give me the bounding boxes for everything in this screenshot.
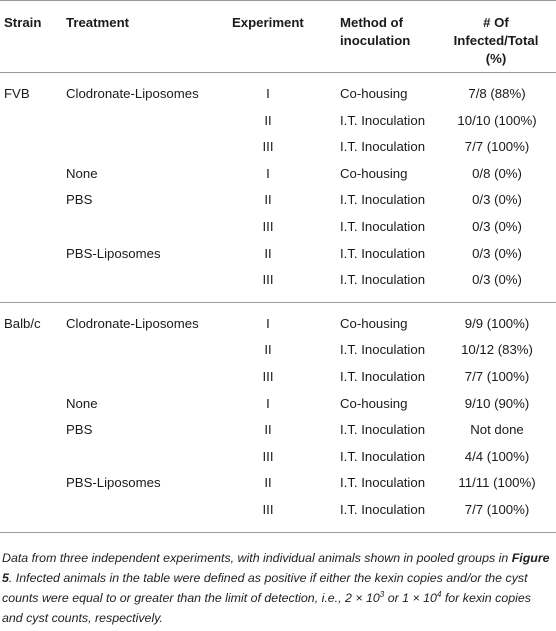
- cell-experiment: III: [262, 218, 274, 234]
- cell-strain: Balb/c: [4, 315, 41, 331]
- cell-experiment: II: [264, 192, 272, 208]
- cell-experiment: III: [262, 139, 274, 155]
- cell-method: Co-housing: [340, 165, 408, 181]
- cell-strain: [0, 497, 62, 532]
- table-row: [0, 187, 556, 214]
- cell-method: Co-housing: [340, 395, 408, 411]
- cell-infected-total: 0/3 (0%): [472, 192, 522, 208]
- cell-infected-total: 7/7 (100%): [464, 139, 530, 155]
- cell-infected-total: 0/8 (0%): [472, 165, 522, 181]
- cell-experiment: I: [266, 86, 270, 101]
- cell-method: I.T. Inoculation: [336, 267, 440, 302]
- table-header: [0, 1, 556, 73]
- cell-treatment: [62, 364, 230, 391]
- header-method: Method of inoculation: [336, 1, 440, 73]
- cell-method: I.T. Inoculation: [340, 448, 426, 464]
- cell-strain: [0, 161, 62, 188]
- cell-experiment: II: [264, 422, 272, 438]
- cell-strain: [0, 267, 62, 302]
- cell-experiment: II: [264, 475, 272, 491]
- cell-strain: [0, 417, 62, 444]
- cell-infected-total: 9/9 (100%): [464, 315, 530, 331]
- cell-strain: [0, 470, 62, 497]
- cell-experiment: II: [264, 112, 272, 128]
- table-row: [0, 302, 556, 337]
- cell-method: I.T. Inoculation: [340, 192, 426, 208]
- cell-experiment: II: [264, 342, 272, 358]
- cell-treatment: PBS-Liposomes: [66, 475, 161, 491]
- table-row: [0, 241, 556, 268]
- cell-infected-total: 11/11 (100%): [458, 475, 536, 491]
- cell-method: I.T. Inoculation: [336, 497, 440, 532]
- cell-strain: [0, 187, 62, 214]
- cell-method: I.T. Inoculation: [340, 342, 426, 358]
- cell-strain: [0, 444, 62, 471]
- cell-infected-total: 0/3 (0%): [472, 218, 522, 234]
- table-row: [0, 267, 556, 302]
- header-row: [0, 1, 556, 73]
- cell-infected-total: 9/10 (90%): [464, 395, 530, 411]
- cell-experiment: III: [230, 497, 336, 532]
- table-row: [0, 470, 556, 497]
- cell-treatment: [62, 497, 230, 532]
- cell-treatment: [62, 444, 230, 471]
- cell-method: I.T. Inoculation: [340, 368, 426, 384]
- cell-treatment: PBS-Liposomes: [66, 245, 161, 261]
- cell-strain: [0, 108, 62, 135]
- cell-experiment: III: [230, 267, 336, 302]
- cell-treatment: [62, 108, 230, 135]
- cell-method: Co-housing: [340, 315, 408, 331]
- table-row: [0, 364, 556, 391]
- cell-treatment: None: [66, 165, 98, 181]
- table-row: [0, 417, 556, 444]
- cell-infected-total: Not done: [470, 422, 524, 438]
- table-row: [0, 108, 556, 135]
- cell-strain: [0, 241, 62, 268]
- table-row: [0, 214, 556, 241]
- cell-experiment: I: [266, 315, 270, 331]
- cell-experiment: I: [266, 165, 270, 181]
- cell-method: I.T. Inoculation: [340, 139, 426, 155]
- cell-treatment: Clodronate-Liposomes: [66, 315, 199, 331]
- cell-method: I.T. Inoculation: [340, 245, 426, 261]
- cell-infected-total: 0/3 (0%): [472, 245, 522, 261]
- table-row: [0, 134, 556, 161]
- figure-reference: Figure 5: [2, 551, 550, 585]
- cell-method: I.T. Inoculation: [340, 422, 426, 438]
- cell-method: I.T. Inoculation: [340, 112, 426, 128]
- table-footnote: Data from three independent experiments, with individual animals shown in pooled groups in Figure 5. Infected animals in the table were defined as positive if either the kexin copies and/or the cyst counts were equal to or greater than the limit of detection, i.e., $2 \times 10^3$ or $1 \times 10^4$ for kexin copies and cyst counts, respectively.: [2, 551, 550, 625]
- cell-experiment: III: [262, 448, 274, 464]
- cell-infected-total: 0/3 (0%): [440, 267, 556, 302]
- table-row: [0, 497, 556, 532]
- cell-treatment: [62, 134, 230, 161]
- header-strain: Strain: [0, 1, 62, 73]
- cell-treatment: None: [66, 395, 98, 411]
- header-infected-total: # Of Infected/Total (%): [440, 1, 556, 73]
- cell-infected-total: 10/10 (100%): [457, 112, 537, 128]
- cell-infected-total: 10/12 (83%): [461, 342, 533, 358]
- cell-method: I.T. Inoculation: [340, 475, 426, 491]
- cell-strain: [0, 214, 62, 241]
- cell-strain: [0, 134, 62, 161]
- cell-method: Co-housing: [340, 86, 408, 101]
- table-group-fvb: [0, 73, 556, 303]
- cell-experiment: I: [266, 395, 270, 411]
- cell-strain: [0, 337, 62, 364]
- cell-treatment: [62, 214, 230, 241]
- cell-infected-total: 7/8 (88%): [468, 86, 526, 101]
- cell-experiment: III: [262, 368, 274, 384]
- cell-treatment: PBS: [66, 192, 93, 208]
- header-treatment: Treatment: [62, 1, 230, 73]
- cell-treatment: [62, 337, 230, 364]
- cell-strain: [0, 391, 62, 418]
- table-row: [0, 391, 556, 418]
- table-row: [0, 161, 556, 188]
- cell-treatment: Clodronate-Liposomes: [66, 86, 199, 101]
- cell-strain: FVB: [4, 86, 30, 101]
- table-row: [0, 73, 556, 108]
- table-group-balbc: [0, 302, 556, 532]
- cell-treatment: PBS: [66, 422, 93, 438]
- table-row: [0, 337, 556, 364]
- cell-infected-total: 7/7 (100%): [464, 368, 530, 384]
- cell-method: I.T. Inoculation: [340, 218, 426, 234]
- cell-experiment: II: [264, 245, 272, 261]
- cell-infected-total: 4/4 (100%): [464, 448, 530, 464]
- header-experiment: Experiment: [230, 1, 336, 73]
- cell-treatment: [62, 267, 230, 302]
- table-row: [0, 444, 556, 471]
- cell-infected-total: 7/7 (100%): [440, 497, 556, 532]
- cell-strain: [0, 364, 62, 391]
